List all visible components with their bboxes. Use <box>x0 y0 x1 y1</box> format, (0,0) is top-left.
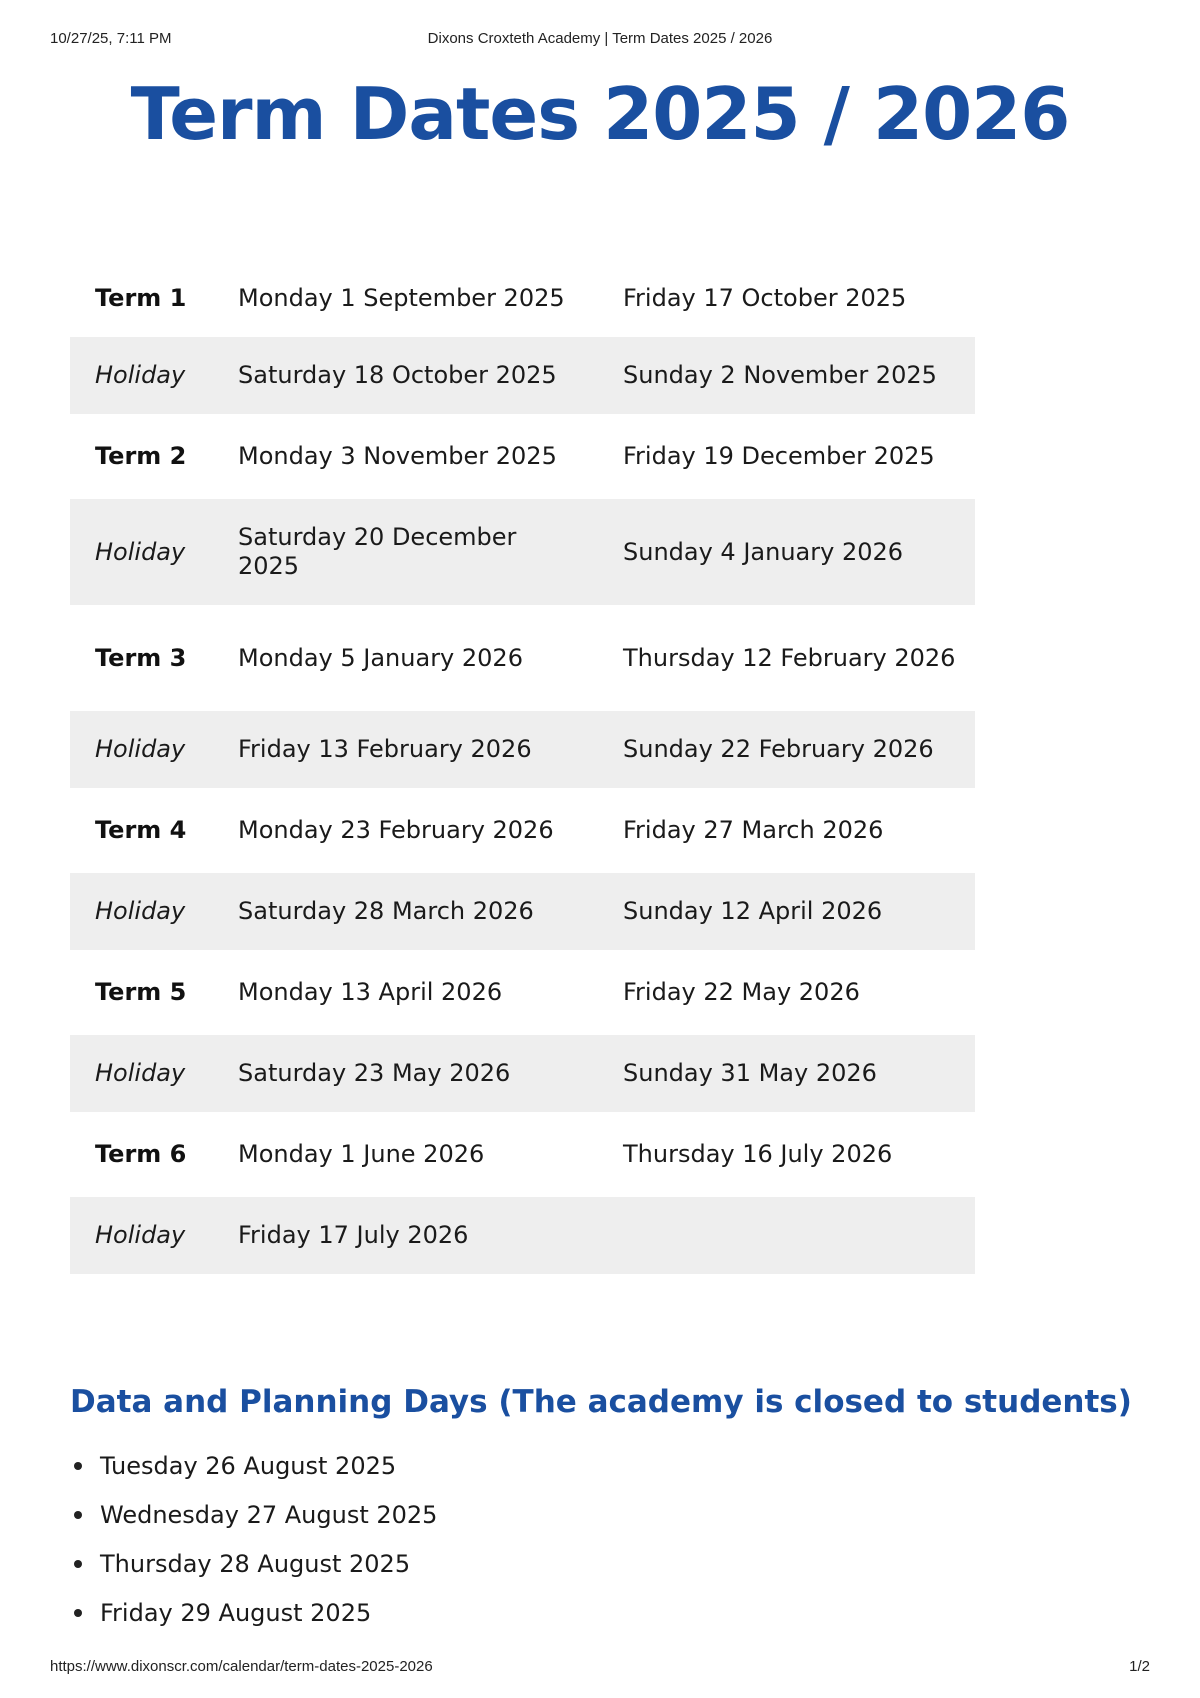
planning-day-text: Friday 29 August 2025 <box>100 1599 372 1627</box>
row-start-date: Monday 5 January 2026 <box>213 605 598 711</box>
bullet-icon <box>74 1462 82 1470</box>
row-end-date: Sunday 4 January 2026 <box>598 499 975 605</box>
row-start-date: Saturday 20 December 2025 <box>213 499 598 605</box>
term-dates-table <box>70 260 975 1274</box>
bullet-icon <box>74 1511 82 1519</box>
planning-days-heading: Data and Planning Days (The academy is closed to students) <box>70 1384 1132 1420</box>
row-start-date: Monday 23 February 2026 <box>213 788 598 873</box>
list-item <box>70 1448 437 1497</box>
row-end-date: Thursday 12 February 2026 <box>598 605 975 711</box>
print-footer <box>50 1658 1150 1680</box>
print-timestamp: 10/27/25, 7:11 PM <box>50 30 172 47</box>
row-end-date: Thursday 16 July 2026 <box>598 1112 975 1197</box>
list-item <box>70 1595 437 1644</box>
row-start-date: Monday 1 September 2025 <box>213 260 598 337</box>
row-end-date: Sunday 12 April 2026 <box>598 873 975 950</box>
row-start-date: Saturday 28 March 2026 <box>213 873 598 950</box>
row-start-date: Monday 13 April 2026 <box>213 950 598 1035</box>
row-label: Term 4 <box>70 788 213 873</box>
table-row <box>70 499 975 605</box>
row-end-date <box>598 1197 975 1274</box>
row-start-date: Friday 17 July 2026 <box>213 1197 598 1274</box>
page-url-link[interactable]: https://www.dixonscr.com/calendar/term-dates-2025-2026 <box>50 1658 433 1675</box>
row-label: Term 2 <box>70 414 213 499</box>
row-label: Holiday <box>70 873 213 950</box>
row-label: Term 5 <box>70 950 213 1035</box>
row-label: Holiday <box>70 711 213 788</box>
table-row <box>70 337 975 414</box>
row-label: Term 3 <box>70 605 213 711</box>
table-row <box>70 788 975 873</box>
planning-day-text: Wednesday 27 August 2025 <box>100 1501 438 1529</box>
row-end-date: Sunday 22 February 2026 <box>598 711 975 788</box>
table-row <box>70 414 975 499</box>
table-row <box>70 873 975 950</box>
list-item <box>70 1497 437 1546</box>
table-row <box>70 711 975 788</box>
planning-days-list <box>70 1448 437 1644</box>
table-row <box>70 1197 975 1274</box>
row-end-date: Sunday 2 November 2025 <box>598 337 975 414</box>
table-row <box>70 1035 975 1112</box>
table-row <box>70 950 975 1035</box>
row-start-date: Friday 13 February 2026 <box>213 711 598 788</box>
table-row <box>70 605 975 711</box>
page-indicator: 1/2 <box>1129 1658 1150 1675</box>
row-end-date: Sunday 31 May 2026 <box>598 1035 975 1112</box>
row-label: Holiday <box>70 1035 213 1112</box>
row-label: Holiday <box>70 337 213 414</box>
page-title: Term Dates 2025 / 2026 <box>130 72 1070 156</box>
row-start-date: Saturday 18 October 2025 <box>213 337 598 414</box>
row-end-date: Friday 22 May 2026 <box>598 950 975 1035</box>
row-label: Term 1 <box>70 260 213 337</box>
row-label: Term 6 <box>70 1112 213 1197</box>
row-label: Holiday <box>70 1197 213 1274</box>
list-item <box>70 1546 437 1595</box>
planning-day-text: Thursday 28 August 2025 <box>100 1550 411 1578</box>
table-row <box>70 260 975 337</box>
row-label: Holiday <box>70 499 213 605</box>
row-start-date: Monday 1 June 2026 <box>213 1112 598 1197</box>
row-start-date: Monday 3 November 2025 <box>213 414 598 499</box>
bullet-icon <box>74 1609 82 1617</box>
table-row <box>70 1112 975 1197</box>
planning-day-text: Tuesday 26 August 2025 <box>100 1452 397 1480</box>
row-end-date: Friday 19 December 2025 <box>598 414 975 499</box>
bullet-icon <box>74 1560 82 1568</box>
row-start-date: Saturday 23 May 2026 <box>213 1035 598 1112</box>
print-header <box>50 30 1150 52</box>
row-end-date: Friday 27 March 2026 <box>598 788 975 873</box>
row-end-date: Friday 17 October 2025 <box>598 260 975 337</box>
print-document-title: Dixons Croxteth Academy | Term Dates 2025 / 2026 <box>427 30 773 47</box>
